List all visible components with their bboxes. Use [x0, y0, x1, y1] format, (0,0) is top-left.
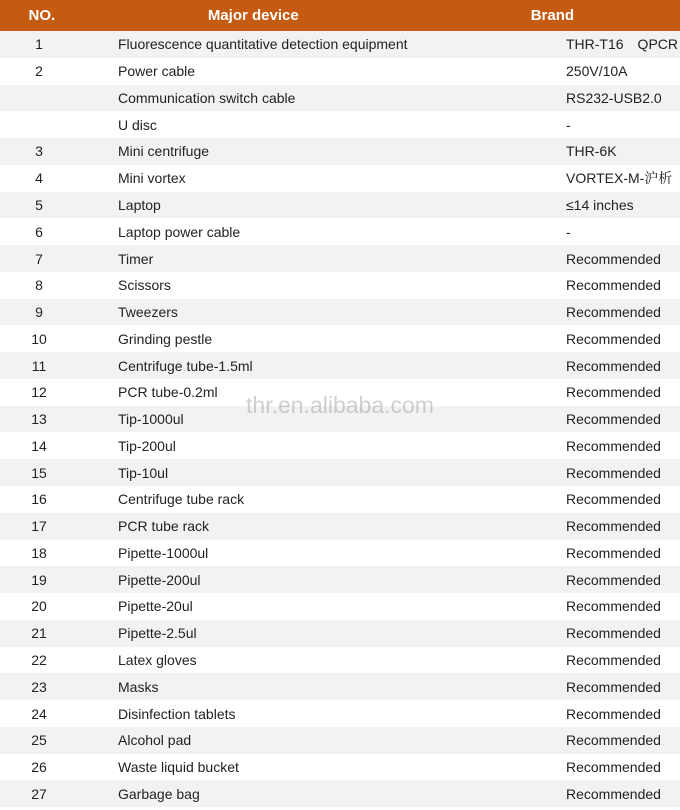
row-device: Pipette-2.5ul: [118, 625, 197, 642]
table-row: [0, 406, 680, 433]
table-row: [0, 111, 680, 138]
row-number: 6: [35, 223, 43, 240]
table-row: [0, 352, 680, 379]
row-number: 15: [31, 464, 47, 481]
row-brand: Recommended: [566, 330, 661, 347]
row-device: PCR tube-0.2ml: [118, 384, 218, 401]
table-row: [0, 700, 680, 727]
table-row: [0, 58, 680, 85]
row-brand: Recommended: [566, 759, 661, 776]
row-brand: Recommended: [566, 384, 661, 401]
row-number: 19: [31, 571, 47, 588]
table-row: [0, 218, 680, 245]
row-brand: VORTEX-M-沪析: [566, 170, 673, 187]
row-number: 21: [31, 625, 47, 642]
row-brand: Recommended: [566, 732, 661, 749]
row-device: Laptop power cable: [118, 223, 241, 240]
row-device: Disinfection tablets: [118, 705, 236, 722]
row-brand: THR-T16 QPCR: [566, 36, 679, 53]
row-brand: -: [566, 116, 571, 133]
row-brand: Recommended: [566, 544, 661, 561]
table-body: [0, 31, 680, 807]
watermark: thr.en.alibaba.com: [246, 392, 434, 418]
row-brand: Recommended: [566, 518, 661, 535]
row-number: 24: [31, 705, 47, 722]
row-brand: Recommended: [566, 277, 661, 294]
table-row: [0, 486, 680, 513]
row-number: 4: [35, 170, 43, 187]
row-brand: Recommended: [566, 571, 661, 588]
row-brand: THR-6K: [566, 143, 617, 160]
table-row: [0, 138, 680, 165]
row-number: 7: [35, 250, 43, 267]
row-brand: Recommended: [566, 491, 661, 508]
row-brand: -: [566, 223, 571, 240]
row-number: 10: [31, 330, 47, 347]
header-no: NO.: [28, 7, 56, 24]
row-number: 17: [31, 518, 47, 535]
row-device: Tweezers: [118, 304, 178, 321]
row-device: Latex gloves: [118, 651, 197, 668]
row-number: 11: [31, 357, 47, 374]
table-row: [0, 593, 680, 620]
row-device: Communication switch cable: [118, 89, 296, 106]
table-row: [0, 299, 680, 326]
table-row: [0, 647, 680, 674]
row-brand: Recommended: [566, 411, 661, 428]
header-major-device: Major device: [207, 7, 299, 24]
table-row: [0, 245, 680, 272]
row-device: Garbage bag: [118, 785, 200, 802]
row-device: Pipette-20ul: [118, 598, 193, 615]
table-row: [0, 325, 680, 352]
row-brand: Recommended: [566, 357, 661, 374]
table-row: [0, 85, 680, 112]
row-brand: Recommended: [566, 464, 661, 481]
header-brand: Brand: [530, 7, 575, 24]
table-row: [0, 780, 680, 807]
row-brand: Recommended: [566, 437, 661, 454]
table-row: [0, 620, 680, 647]
row-brand: ≤14 inches: [566, 196, 634, 213]
row-number: 3: [35, 143, 43, 160]
row-device: Waste liquid bucket: [118, 759, 239, 776]
row-device: Alcohol pad: [118, 732, 192, 749]
row-number: 22: [31, 651, 47, 668]
row-device: Timer: [118, 250, 154, 267]
row-number: 13: [31, 411, 47, 428]
row-number: 5: [35, 196, 43, 213]
row-number: 12: [31, 384, 47, 401]
row-device: Laptop: [118, 196, 161, 213]
table-row: [0, 192, 680, 219]
row-brand: Recommended: [566, 304, 661, 321]
row-brand: 250V/10A: [566, 63, 628, 80]
table-row: [0, 727, 680, 754]
row-brand: Recommended: [566, 705, 661, 722]
row-device: Mini vortex: [118, 170, 186, 187]
row-device: Power cable: [118, 63, 196, 80]
row-number: 9: [35, 304, 43, 321]
row-device: Centrifuge tube rack: [118, 491, 245, 508]
row-number: 2: [35, 63, 43, 80]
row-device: Masks: [118, 678, 159, 695]
row-device: Tip-10ul: [118, 464, 169, 481]
row-number: 16: [31, 491, 47, 508]
row-number: 25: [31, 732, 47, 749]
table-row: [0, 754, 680, 781]
row-number: 1: [35, 36, 43, 53]
row-brand: RS232-USB2.0: [566, 89, 662, 106]
row-device: Tip-1000ul: [118, 411, 184, 428]
row-brand: Recommended: [566, 785, 661, 802]
table-row: [0, 379, 680, 406]
row-device: Fluorescence quantitative detection equipment: [118, 36, 408, 53]
table-row: [0, 540, 680, 567]
row-number: 14: [31, 437, 47, 454]
row-device: Tip-200ul: [118, 437, 176, 454]
row-number: 18: [31, 544, 47, 561]
table-row: [0, 432, 680, 459]
row-number: 20: [31, 598, 47, 615]
row-number: 27: [31, 785, 47, 802]
row-device: Grinding pestle: [118, 330, 213, 347]
row-device: Scissors: [118, 277, 171, 294]
table-row: [0, 673, 680, 700]
row-brand: Recommended: [566, 651, 661, 668]
table-header: [0, 0, 680, 31]
row-number: 26: [31, 759, 47, 776]
row-device: Pipette-1000ul: [118, 544, 209, 561]
row-number: 8: [35, 277, 43, 294]
row-device: Mini centrifuge: [118, 143, 210, 160]
table-row: [0, 459, 680, 486]
row-device: Centrifuge tube-1.5ml: [118, 357, 253, 374]
table-row: [0, 513, 680, 540]
table-row: [0, 165, 680, 192]
row-device: Pipette-200ul: [118, 571, 201, 588]
table-row: [0, 31, 680, 58]
table-row: [0, 272, 680, 299]
row-device: PCR tube rack: [118, 518, 210, 535]
table-row: [0, 566, 680, 593]
row-brand: Recommended: [566, 250, 661, 267]
row-number: 23: [31, 678, 47, 695]
row-brand: Recommended: [566, 598, 661, 615]
row-brand: Recommended: [566, 678, 661, 695]
row-brand: Recommended: [566, 625, 661, 642]
row-device: U disc: [118, 116, 157, 133]
